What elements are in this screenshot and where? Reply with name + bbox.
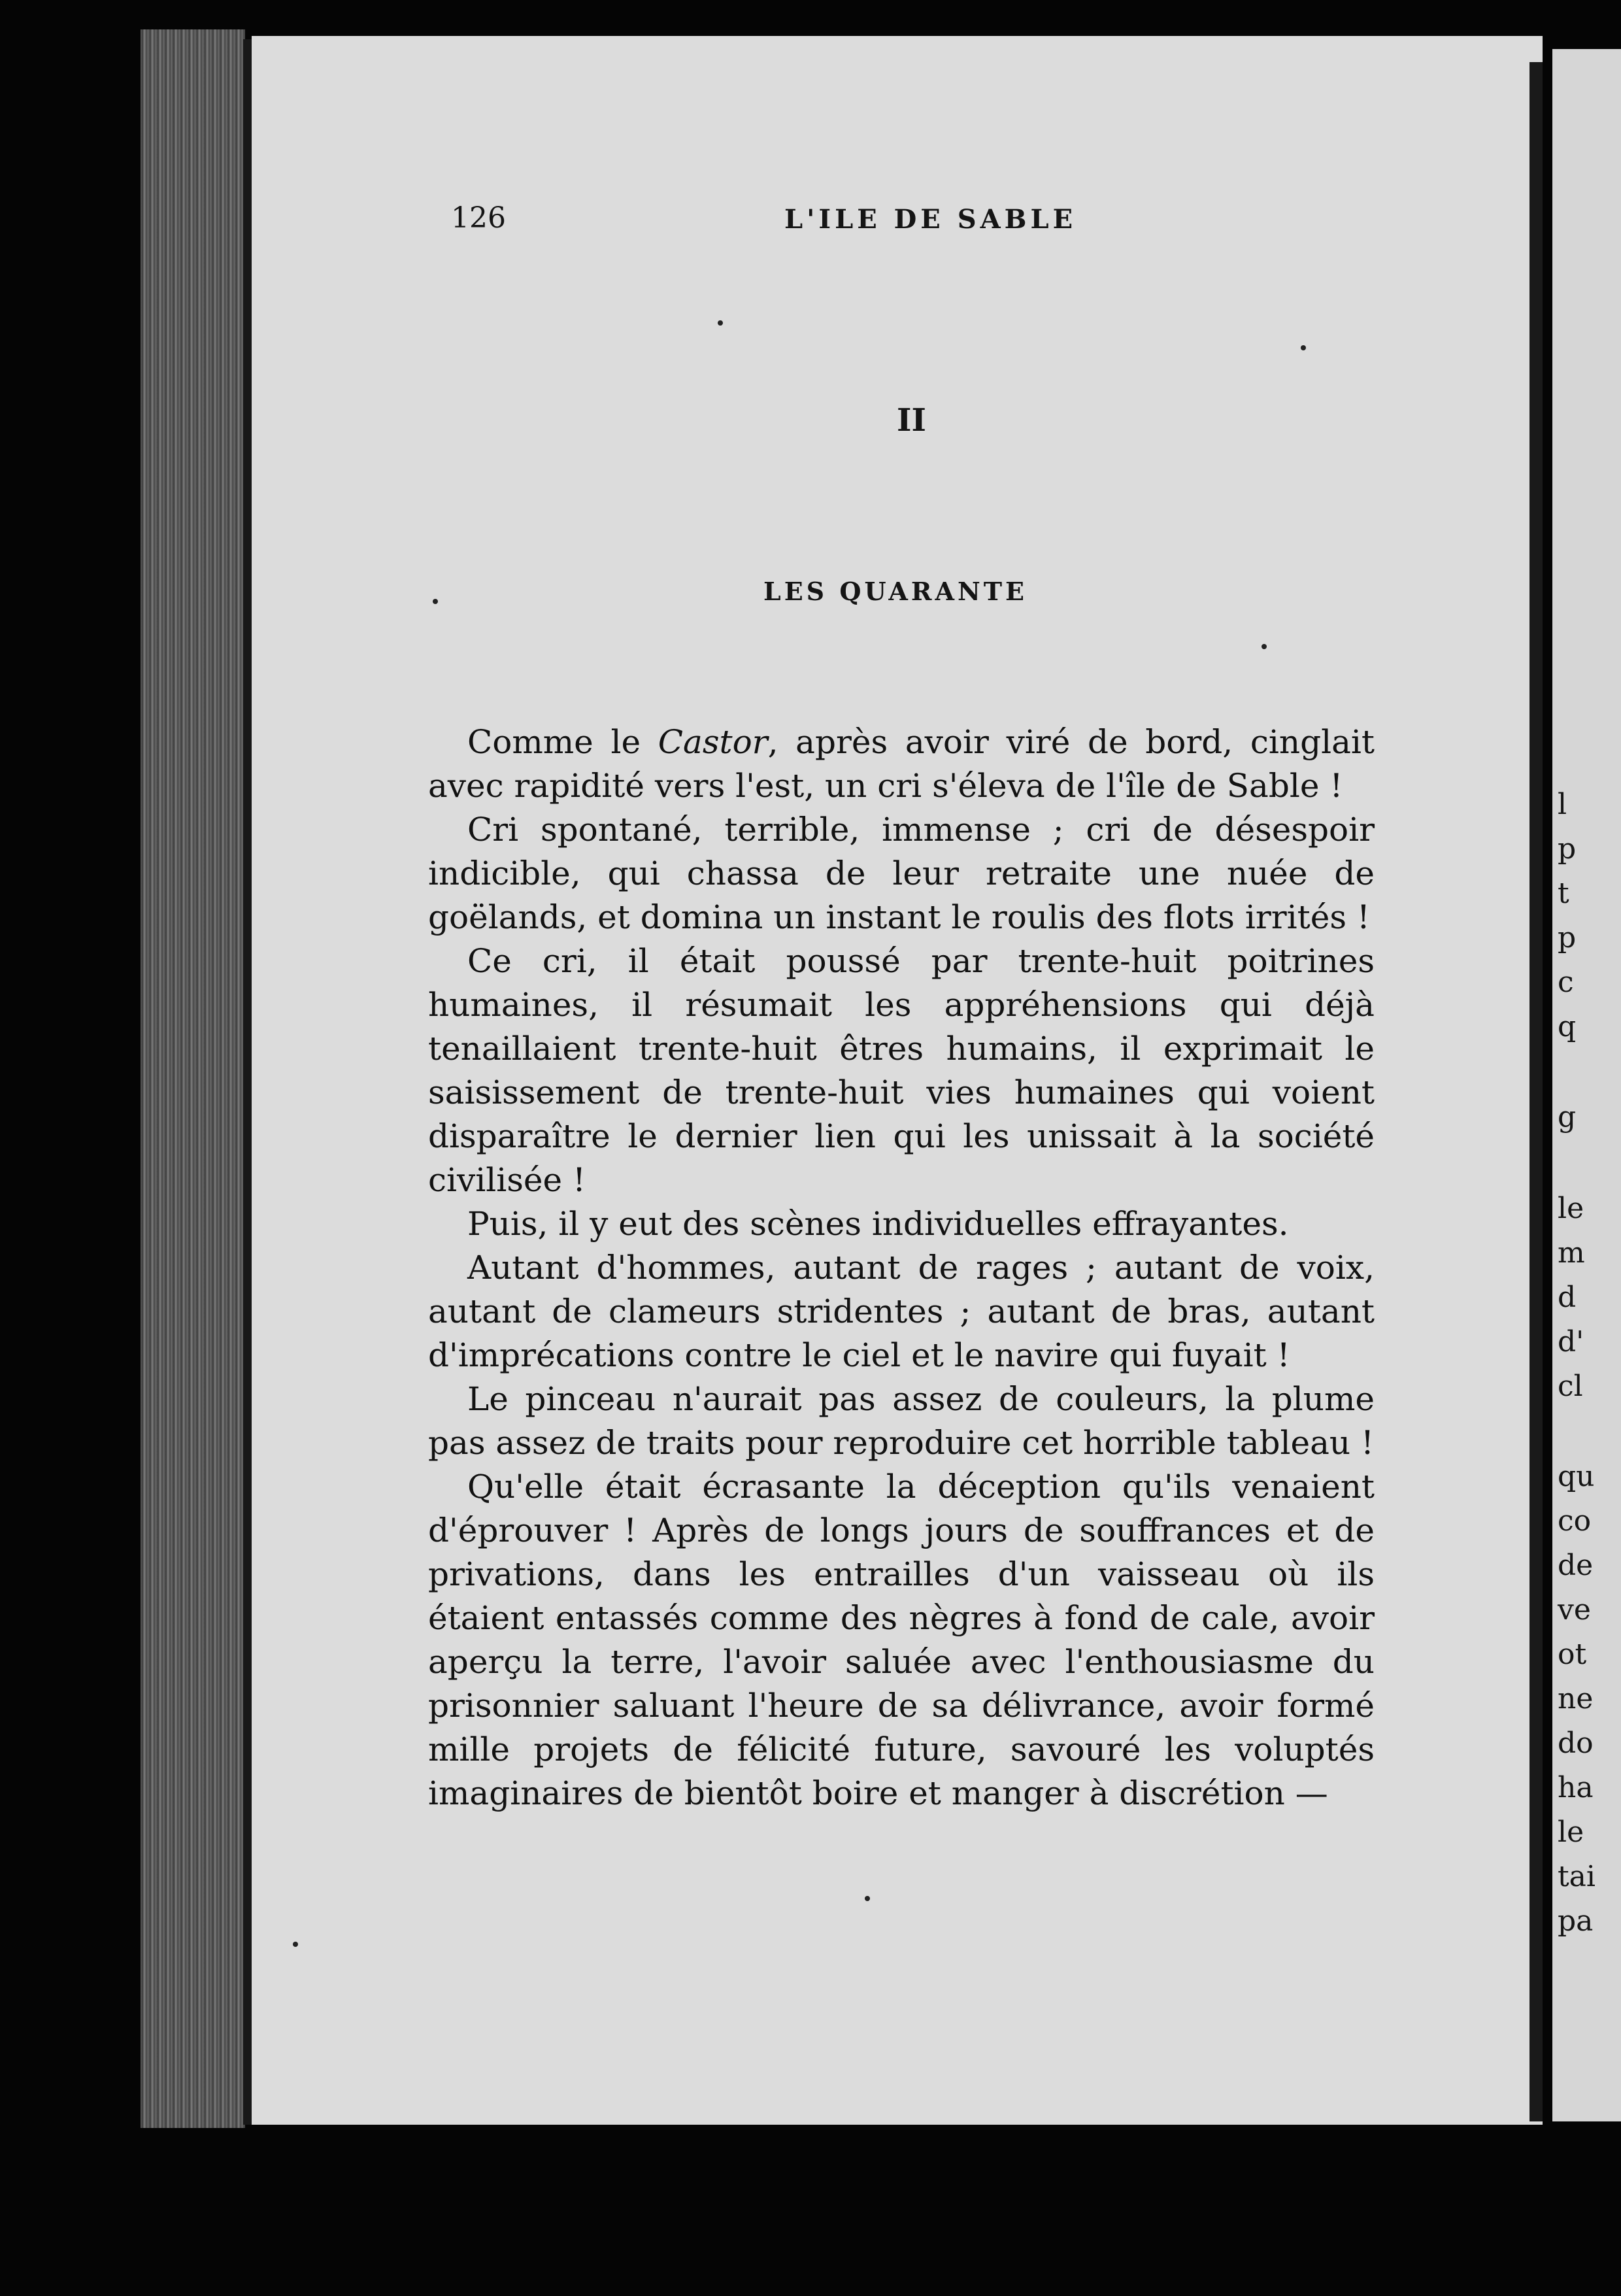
facing-page-fragment: p xyxy=(1558,921,1577,954)
facing-page-fragment: do xyxy=(1558,1727,1594,1760)
scan-speck xyxy=(433,599,438,604)
facing-page-fragment: de xyxy=(1558,1549,1594,1582)
facing-page-fragment: t xyxy=(1558,877,1569,910)
facing-page-fragment: d' xyxy=(1558,1325,1584,1359)
page-gutter-shadow xyxy=(1529,62,1543,2121)
facing-page-edge xyxy=(1552,49,1621,2121)
facing-page-fragment: co xyxy=(1558,1504,1592,1538)
paragraph: Qu'elle était écrasante la déception qu'ils venaient d'éprouver ! Après de longs jours de souffrances et de privations, dans les entrailles d'un vaisseau où ils étaient entassés comme des nègres à fond de cale, avoir aperçu la terre, l'avoir saluée avec l'enthousiasme du prisonnier saluant l'heure de sa délivrance, avoir formé mille projets de félicité future, savouré les voluptés imaginaires de bientôt boire et manger à discrétion — xyxy=(428,1468,1375,1812)
scan-speck xyxy=(293,1942,298,1947)
page-number: 126 xyxy=(451,201,506,235)
paragraph: Cri spontané, terrible, immense ; cri de désespoir indicible, qui chassa de leur retraite une nuée de goëlands, et domina un instant le roulis des flots irrités ! xyxy=(428,811,1375,936)
facing-page-fragment: tai xyxy=(1558,1860,1596,1893)
chapter-number: II xyxy=(897,402,926,439)
facing-page-fragment: m xyxy=(1558,1236,1585,1270)
body-text xyxy=(428,720,1375,1815)
scan-speck xyxy=(1262,644,1267,649)
binding-edge xyxy=(243,39,252,2125)
facing-page-fragment: ne xyxy=(1558,1682,1594,1715)
facing-page-fragment: q xyxy=(1558,1010,1577,1043)
facing-page-fragment: pa xyxy=(1558,1904,1594,1938)
paragraph-text: Comme le xyxy=(467,723,658,761)
paragraph xyxy=(428,720,1375,808)
facing-page-fragment: qu xyxy=(1558,1460,1595,1493)
scan-speck xyxy=(1301,345,1306,350)
facing-page-fragment: cl xyxy=(1558,1370,1583,1403)
ship-name: Castor xyxy=(658,723,768,761)
paragraph-text: , après avoir viré de bord, cinglait avec rapidité vers l'est, un cri s'éleva de l'île de Sable ! xyxy=(428,723,1375,805)
scan-speck xyxy=(865,1896,870,1901)
facing-page-fragment: d xyxy=(1558,1281,1577,1314)
paragraph: Le pinceau n'aurait pas assez de couleurs, la plume pas assez de traits pour reproduire cet horrible tableau ! xyxy=(428,1380,1375,1462)
facing-page-fragment: ha xyxy=(1558,1771,1594,1804)
paragraph: Ce cri, il était poussé par trente-huit poitrines humaines, il résumait les appréhensions qui déjà tenaillaient trente-huit êtres humains, il exprimait le saisissement de trente-huit vies humaines qui voient disparaître le dernier lien qui les unissait à la société civilisée ! xyxy=(428,942,1375,1199)
facing-page-fragment: p xyxy=(1558,832,1577,866)
facing-page-fragment: g xyxy=(1558,1100,1577,1134)
paragraph: Autant d'hommes, autant de rages ; autant de voix, autant de clameurs stridentes ; autant de bras, autant d'imprécations contre le ciel et le navire qui fuyait ! xyxy=(428,1249,1375,1374)
facing-page-fragment: ve xyxy=(1558,1593,1591,1627)
facing-page-fragment: ot xyxy=(1558,1638,1587,1671)
facing-page-fragment: c xyxy=(1558,966,1574,999)
scan-speck xyxy=(718,320,723,326)
book-binding xyxy=(141,29,245,2128)
facing-page-fragment: l xyxy=(1558,788,1567,821)
facing-page-fragment: le xyxy=(1558,1815,1584,1849)
facing-page-fragment: le xyxy=(1558,1192,1584,1225)
book-title: L'ILE DE SABLE xyxy=(784,204,1077,235)
paragraph: Puis, il y eut des scènes individuelles effrayantes. xyxy=(467,1205,1289,1243)
chapter-title: LES QUARANTE xyxy=(763,577,1028,606)
